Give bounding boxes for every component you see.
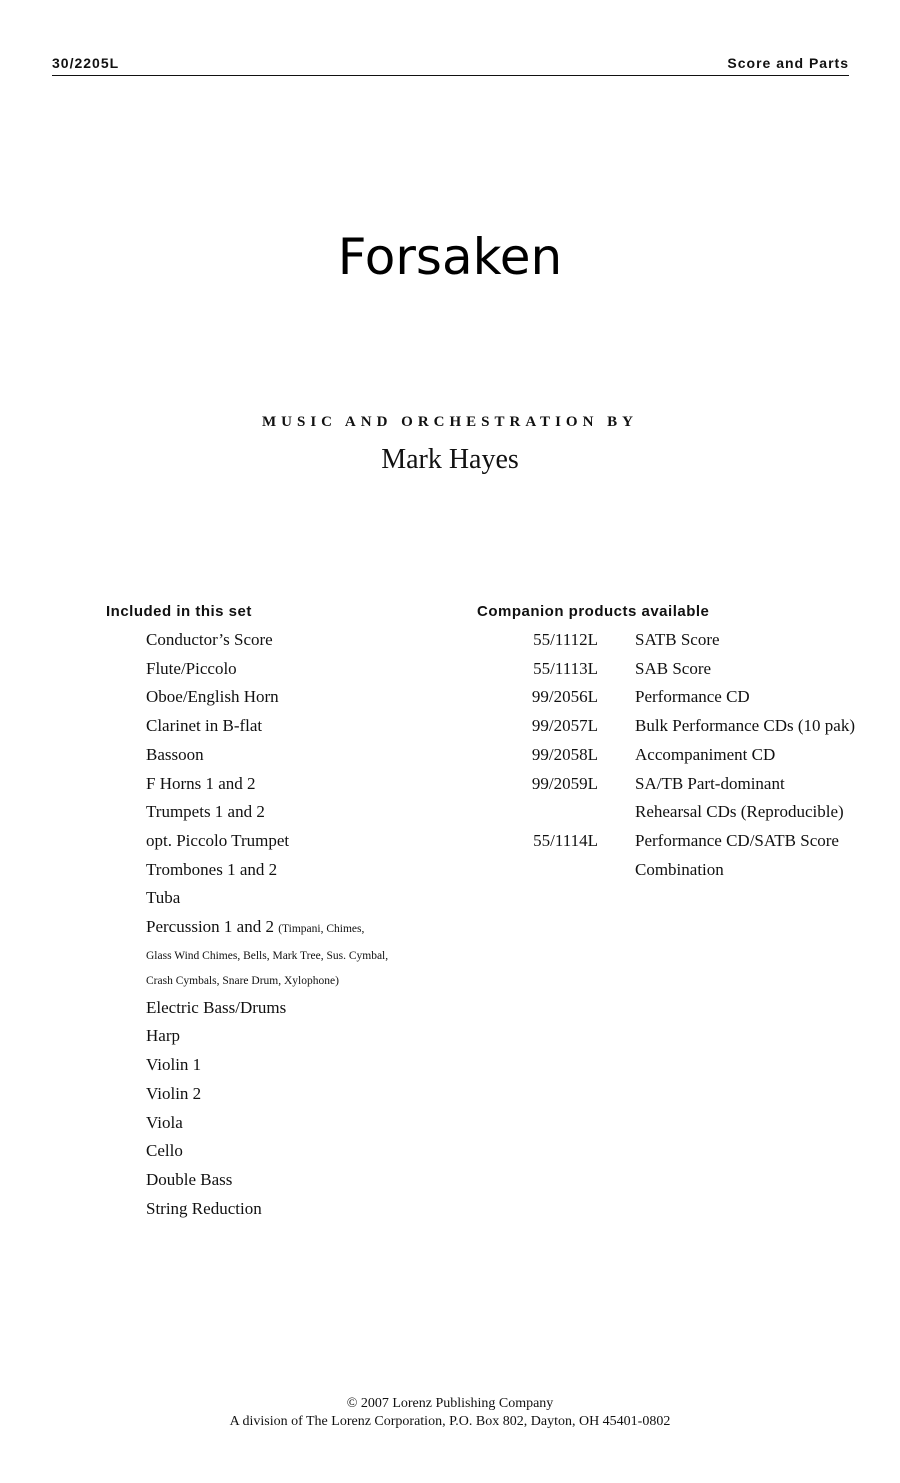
percussion-note: (Timpani, Chimes, xyxy=(278,923,365,936)
list-item: Clarinet in B-flat xyxy=(146,716,263,736)
list-item: Violin 1 xyxy=(146,1055,202,1075)
credit-label: MUSIC AND ORCHESTRATION BY xyxy=(261,414,638,430)
product-row xyxy=(500,770,860,827)
product-desc: Performance CD xyxy=(635,687,750,707)
product-row xyxy=(500,741,860,770)
catalog-number: 30/2205L xyxy=(52,55,120,71)
product-row xyxy=(500,626,860,655)
list-item: Electric Bass/Drums xyxy=(146,997,287,1017)
product-desc: Performance CD/SATB Score Combination xyxy=(635,830,839,879)
list-item: Oboe/English Horn xyxy=(146,687,279,707)
product-row xyxy=(500,827,860,884)
list-item: Violin 2 xyxy=(146,1083,202,1103)
percussion-note-line: Crash Cymbals, Snare Drum, Xylophone) xyxy=(146,974,339,987)
list-item-percussion xyxy=(146,913,446,944)
list-item: Cello xyxy=(146,1141,183,1161)
list-item: Trumpets 1 and 2 xyxy=(146,802,265,822)
parts-list xyxy=(146,626,446,1223)
page-title: Forsaken xyxy=(337,228,563,286)
product-row xyxy=(500,683,860,712)
product-code: 55/1113L xyxy=(533,658,598,678)
list-item: Trombones 1 and 2 xyxy=(146,859,278,879)
product-desc: SATB Score xyxy=(635,630,720,649)
list-item: Double Bass xyxy=(146,1169,233,1189)
page-footer xyxy=(0,1395,900,1431)
list-item: Flute/Piccolo xyxy=(146,658,237,678)
companion-products xyxy=(500,626,860,884)
list-item: Bassoon xyxy=(146,744,204,764)
product-code: 99/2056L xyxy=(531,687,598,707)
product-desc: SAB Score xyxy=(635,658,712,678)
product-desc: Accompaniment CD xyxy=(635,744,776,764)
percussion-label: Percussion 1 and 2 xyxy=(146,917,274,937)
publisher-address: A division of The Lorenz Corporation, P.O. Box 802, Dayton, OH 45401-0802 xyxy=(229,1414,671,1429)
product-desc: Bulk Performance CDs (10 pak) xyxy=(635,716,856,736)
list-item: Conductor’s Score xyxy=(146,630,273,649)
percussion-note-line: Glass Wind Chimes, Bells, Mark Tree, Sus. Cymbal, xyxy=(146,949,389,962)
product-row xyxy=(500,655,860,684)
product-code: 55/1114L xyxy=(533,830,598,850)
set-type: Score and Parts xyxy=(727,55,849,71)
product-desc: SA/TB Part-dominant Rehearsal CDs (Reproducible) xyxy=(635,773,844,822)
companion-heading: Companion products available xyxy=(477,603,710,620)
page-header xyxy=(52,55,849,76)
product-row xyxy=(500,712,860,741)
list-item: Tuba xyxy=(146,888,181,908)
list-item: Viola xyxy=(146,1112,183,1132)
product-code: 99/2059L xyxy=(531,773,598,793)
product-code: 99/2057L xyxy=(531,716,598,736)
product-code: 55/1112L xyxy=(533,630,598,649)
copyright-line: © 2007 Lorenz Publishing Company xyxy=(346,1396,554,1411)
list-item: Harp xyxy=(146,1026,180,1046)
product-code: 99/2058L xyxy=(531,744,598,764)
included-heading: Included in this set xyxy=(106,603,252,620)
list-item: F Horns 1 and 2 xyxy=(146,773,256,793)
composer-name: Mark Hayes xyxy=(381,444,519,475)
list-item: String Reduction xyxy=(146,1198,262,1218)
list-item: opt. Piccolo Trumpet xyxy=(146,830,290,850)
